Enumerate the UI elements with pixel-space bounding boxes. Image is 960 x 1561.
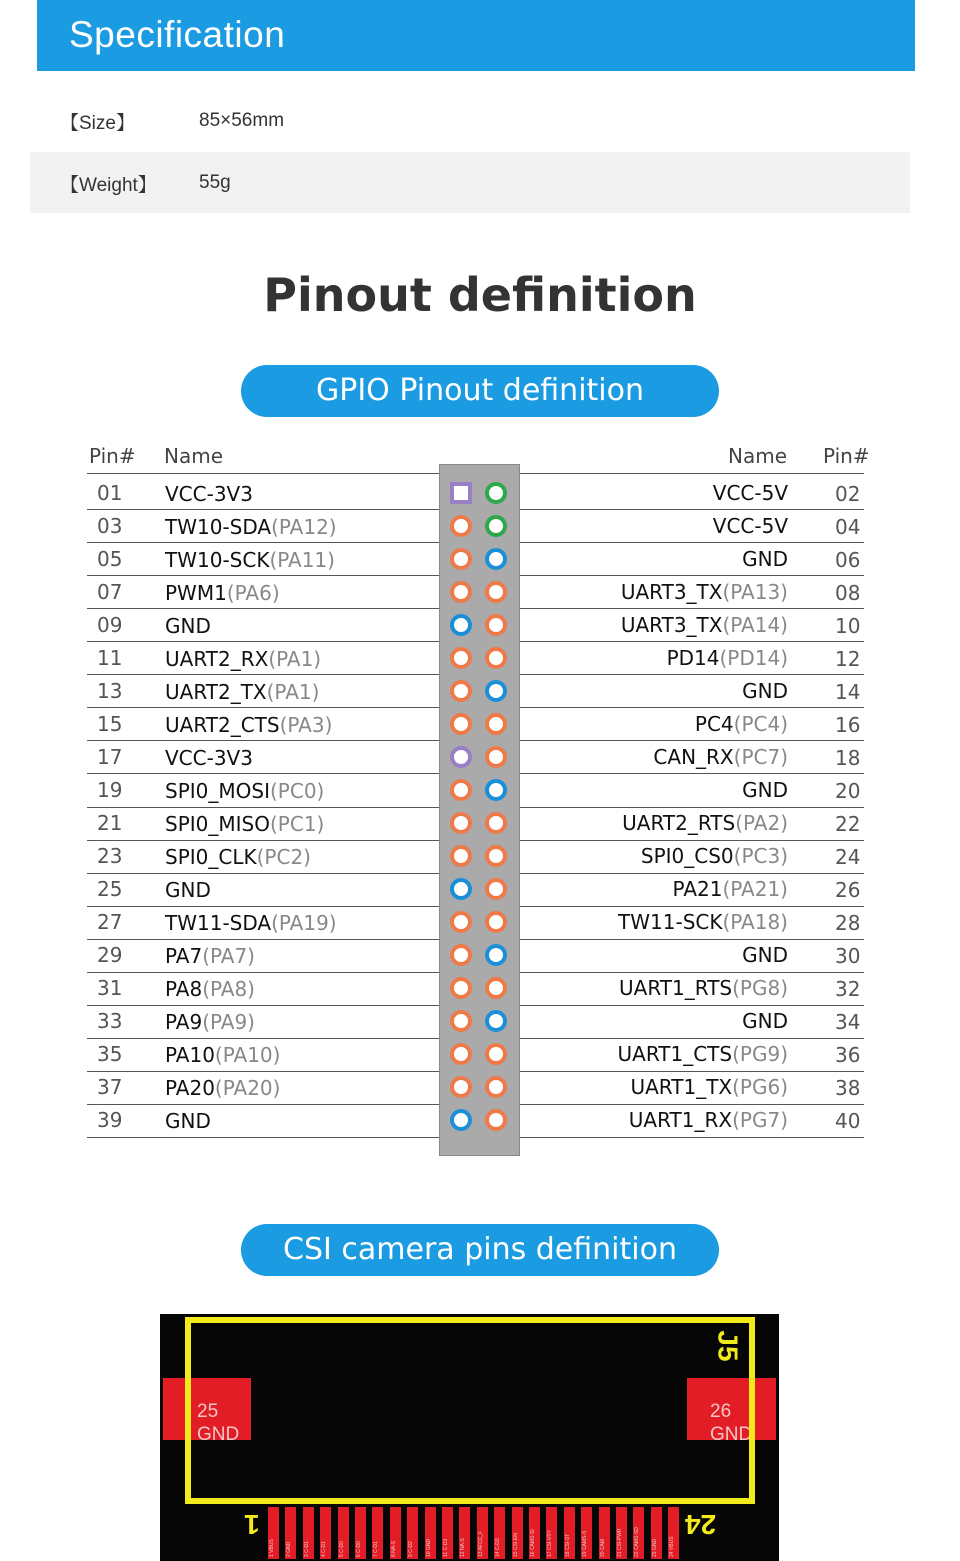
pin-number-right: 38 [835, 1076, 861, 1101]
csi-pin-label: 5 C-D0 [339, 1541, 345, 1557]
csi-pin-strip [338, 1507, 349, 1559]
row-divider-right [520, 807, 864, 808]
pin-name-right [667, 646, 788, 670]
csi-pin-label: 10 GND [426, 1538, 432, 1557]
row-divider-right [520, 1005, 864, 1006]
csi-pin-label: 3 C-D1 [304, 1541, 310, 1557]
pin-port-right: (PG6) [732, 1075, 788, 1100]
row-divider-left [87, 608, 439, 609]
pin-name-left [165, 548, 335, 572]
pin-function-left: GND [165, 878, 211, 903]
csi-pin-strip [390, 1507, 401, 1559]
pin-name-right [742, 1009, 788, 1033]
pin-function-right: GND [742, 777, 788, 802]
pin-name-right [713, 481, 788, 505]
pin-number-right: 16 [835, 712, 861, 737]
pin-number-left: 09 [97, 612, 123, 637]
csi-pin-label: 23 GND [652, 1538, 658, 1557]
csi-pin-label: 22 CAMS-SD [634, 1526, 640, 1557]
pin-number-right: 26 [835, 878, 861, 903]
pin-port-right: (PC4) [733, 711, 788, 736]
csi-pin-strip [668, 1507, 679, 1559]
pin-port-left: (PA20) [214, 1076, 281, 1101]
csi-pin-label: 4 C-D1 [321, 1541, 327, 1557]
row-divider-right [520, 906, 864, 907]
pin-function-left: SPI0_MISO [165, 812, 270, 837]
pin-name-left [165, 1010, 255, 1034]
pin-port-right: (PD14) [719, 645, 788, 670]
pin-name-left [165, 779, 324, 803]
pin-function-right: GND [742, 678, 788, 703]
csi-pin-strip [442, 1507, 453, 1559]
pin-dot-09 [450, 614, 472, 636]
pin-number-left: 15 [97, 711, 123, 736]
pinout-title: Pinout definition [263, 268, 697, 322]
pin-port-left: (PA19) [271, 911, 337, 936]
pin-function-left: SPI0_CLK [165, 845, 257, 870]
row-divider-right [520, 575, 864, 576]
pin-dot-26 [485, 878, 507, 900]
pin-port-right: (PA13) [722, 579, 788, 604]
csi-pin-label: 15 CSI-EN [513, 1533, 519, 1557]
pin-dot-18 [485, 746, 507, 768]
pin-last-label: 24 [685, 1509, 717, 1540]
spec-row-weight [30, 152, 910, 213]
row-divider-left [87, 939, 439, 940]
pin-function-right: VCC-5V [712, 480, 788, 505]
pin-number-right: 10 [835, 613, 861, 638]
pin-function-left: GND [165, 613, 211, 638]
pin-name-right [618, 910, 788, 934]
pin-name-left [165, 1076, 280, 1100]
pin-function-right: UART1_RTS [619, 976, 733, 1001]
csi-pin-strip [651, 1507, 662, 1559]
pin-number-left: 37 [97, 1075, 123, 1100]
pin-dot-16 [485, 713, 507, 735]
pin-port-left: (PA3) [279, 712, 333, 737]
csi-pin-strip [407, 1507, 418, 1559]
pin-port-right: (PA18) [722, 910, 788, 935]
pin-function-left: PA20 [165, 1076, 215, 1101]
pin-port-left: (PA7) [202, 944, 255, 969]
pin-name-right [630, 1075, 788, 1099]
pin-name-right [629, 1108, 788, 1132]
row-divider-left [87, 509, 439, 510]
row-divider-left [87, 674, 439, 675]
pin-name-left [165, 812, 324, 836]
pin-number-right: 22 [835, 812, 861, 837]
row-divider-right [520, 1104, 864, 1105]
pin-number-left: 03 [97, 513, 123, 538]
csi-pin-strip [268, 1507, 279, 1559]
pin-number-left: 01 [97, 480, 123, 505]
row-divider-left [87, 1104, 439, 1105]
csi-pin-strip [285, 1507, 296, 1559]
pin-dot-02 [485, 482, 507, 504]
pin-number-right: 12 [835, 646, 861, 671]
row-divider-left [87, 1137, 439, 1138]
header-pin-left: Pin# [89, 444, 136, 468]
row-divider-left [87, 1071, 439, 1072]
row-divider-right [520, 873, 864, 874]
pin-name-left [165, 680, 319, 704]
row-divider-right [520, 1038, 864, 1039]
row-divider-left [87, 906, 439, 907]
pin-name-right [641, 844, 788, 868]
pin-dot-04 [485, 515, 507, 537]
pin-number-right: 20 [835, 778, 861, 803]
row-divider-right [520, 1071, 864, 1072]
row-divider-left [87, 542, 439, 543]
pin-name-right [695, 712, 788, 736]
row-divider-left [87, 1005, 439, 1006]
pin-number-right: 04 [835, 514, 861, 539]
pin-number-left: 27 [97, 910, 123, 935]
csi-pin-label: 21 CSI-PWR [617, 1528, 623, 1557]
specification-title: Specification [69, 14, 286, 55]
pin-dot-05 [450, 548, 472, 570]
header-name-right: Name [728, 444, 788, 468]
pin-function-left: PA9 [165, 1010, 203, 1035]
pin-function-right: UART3_TX [620, 579, 723, 604]
pin-function-right: PA21 [672, 877, 723, 902]
row-divider-left [87, 972, 439, 973]
csi-pin-label: 6 C-D0 [356, 1541, 362, 1557]
pin-port-right: (PG7) [732, 1108, 788, 1133]
pin-port-right: (PA14) [722, 612, 788, 637]
csi-pin-strip [303, 1507, 314, 1559]
pin-dot-10 [485, 614, 507, 636]
csi-pin-label: 12 NA-S [460, 1538, 466, 1557]
row-divider-right [520, 509, 864, 510]
pin-port-right: (PC3) [733, 844, 788, 869]
pin-number-left: 31 [97, 976, 123, 1001]
csi-connector-pcb [160, 1314, 779, 1561]
row-divider-right [520, 972, 864, 973]
csi-pin-label: 14 C-D3 [495, 1538, 501, 1557]
row-divider-right [520, 707, 864, 708]
pin-function-right: GND [742, 1009, 788, 1034]
pin-number-left: 21 [97, 811, 123, 836]
csi-pin-strip [494, 1507, 505, 1559]
pad-left-number: 25 [197, 1401, 219, 1422]
pin-function-left: TW10-SDA [165, 514, 272, 539]
row-divider-right [520, 840, 864, 841]
row-divider-right [520, 939, 864, 940]
pin-number-left: 19 [97, 777, 123, 802]
pin-port-left: (PA11) [269, 547, 335, 572]
size-label: 【Size】 [60, 113, 135, 134]
pin-number-left: 05 [97, 546, 123, 571]
pin-function-right: GND [742, 943, 788, 968]
weight-label: 【Weight】 [60, 175, 157, 196]
row-divider-right [520, 641, 864, 642]
csi-pin-label: 11 C-D3 [443, 1538, 449, 1557]
pin-number-left: 35 [97, 1042, 123, 1067]
pin-function-right: SPI0_CS0 [640, 844, 734, 869]
pin-function-left: PA7 [165, 944, 203, 969]
pin-name-right [621, 580, 788, 604]
header-divider-right [520, 473, 864, 474]
pin-function-right: UART2_RTS [622, 811, 736, 836]
pad-right-label: GND [710, 1424, 753, 1445]
pad-right-number: 26 [710, 1401, 732, 1422]
pin-dot-27 [450, 911, 472, 933]
pin-name-right [742, 679, 788, 703]
spec-row-size [30, 90, 910, 151]
pin-number-right: 36 [835, 1043, 861, 1068]
pin-port-left: (PA8) [202, 977, 255, 1002]
pin-dot-03 [450, 515, 472, 537]
pin-dot-12 [485, 647, 507, 669]
pin-number-right: 28 [835, 911, 861, 936]
connector-label: J5 [712, 1330, 744, 1362]
row-divider-left [87, 641, 439, 642]
pin-name-right [742, 547, 788, 571]
csi-pin-strip [320, 1507, 331, 1559]
csi-pin-label: 20 CAM [600, 1538, 606, 1557]
pin-number-right: 40 [835, 1109, 861, 1134]
row-divider-left [87, 773, 439, 774]
pin-name-right [619, 976, 788, 1000]
pin-name-left [165, 977, 255, 1001]
pin-function-left: TW10-SCK [165, 547, 270, 572]
weight-value: 55g [199, 172, 231, 193]
pin-function-right: PD14 [666, 645, 720, 670]
pin-function-left: VCC-3V3 [165, 481, 253, 506]
pin-dot-20 [485, 779, 507, 801]
csi-pin-strip [512, 1507, 523, 1559]
pin-name-right [742, 778, 788, 802]
pin-dot-25 [450, 878, 472, 900]
csi-pin-strip [599, 1507, 610, 1559]
pin-dot-24 [485, 845, 507, 867]
pin-port-left: (PA6) [226, 580, 280, 605]
pin-function-left: UART2_TX [165, 679, 267, 704]
pin-function-left: UART2_CTS [165, 712, 280, 737]
pin-port-left: (PA9) [202, 1010, 255, 1035]
csi-pin-label: 8 NA-S [391, 1540, 397, 1557]
csi-pin-strip [616, 1507, 627, 1559]
row-divider-left [87, 1038, 439, 1039]
pad-left-label: GND [197, 1424, 240, 1445]
csi-pin-strip [459, 1507, 470, 1559]
row-divider-left [87, 807, 439, 808]
pin-function-right: GND [742, 546, 788, 571]
csi-pin-label: 19 CAMS-S [582, 1530, 588, 1557]
pin-dot-11 [450, 647, 472, 669]
pin-function-left: SPI0_MOSI [165, 778, 270, 803]
pin-port-right: (PA21) [722, 877, 788, 902]
csi-pin-label: 13 AFCC_F [478, 1530, 484, 1557]
pin-name-left [165, 1109, 211, 1133]
csi-section-title: CSI camera pins definition [241, 1224, 719, 1276]
pin-number-left: 07 [97, 579, 123, 604]
pin-name-left [165, 614, 211, 638]
pin-function-right: UART1_TX [630, 1075, 733, 1100]
row-divider-left [87, 740, 439, 741]
header-name-left: Name [164, 444, 224, 468]
pin-name-left [165, 878, 211, 902]
csi-pin-label: 2 GND [286, 1541, 292, 1557]
pin-function-right: CAN_RX [653, 744, 734, 769]
pin-number-right: 30 [835, 944, 861, 969]
pin-number-right: 08 [835, 580, 861, 605]
pin-dot-23 [450, 845, 472, 867]
pin-name-left [165, 911, 337, 935]
pin-function-right: PC4 [694, 711, 734, 736]
pin-port-left: (PC1) [269, 812, 325, 837]
row-divider-right [520, 608, 864, 609]
row-divider-right [520, 740, 864, 741]
pin-function-left: VCC-3V3 [165, 745, 253, 770]
pin-dot-28 [485, 911, 507, 933]
pin-first-label: 1 [244, 1509, 260, 1540]
pin-dot-14 [485, 680, 507, 702]
pin-name-left [165, 1043, 280, 1067]
pin-name-left [165, 746, 253, 770]
csi-pin-strip [633, 1507, 644, 1559]
csi-pin-label: 24 VBUS [669, 1536, 675, 1557]
pin-number-right: 18 [835, 745, 861, 770]
pin-dot-21 [450, 812, 472, 834]
csi-pin-label: 7 C-D1 [373, 1541, 379, 1557]
row-divider-right [520, 674, 864, 675]
size-value: 85×56mm [199, 110, 285, 131]
csi-pin-strip [372, 1507, 383, 1559]
pin-function-left: GND [165, 1109, 211, 1134]
pin-port-left: (PA12) [271, 514, 337, 539]
pin-port-right: (PC7) [733, 744, 788, 769]
pin-name-right [673, 877, 788, 901]
csi-pin-strip [529, 1507, 540, 1559]
pin-dot-07 [450, 581, 472, 603]
pin-port-right: (PG8) [732, 976, 788, 1001]
pin-number-right: 34 [835, 1010, 861, 1035]
pin-number-left: 17 [97, 744, 123, 769]
pin-name-left [165, 482, 253, 506]
pin-function-left: TW11-SDA [165, 911, 272, 936]
specification-banner [37, 0, 915, 71]
pin-dot-22 [485, 812, 507, 834]
pin-number-right: 02 [835, 481, 861, 506]
csi-pin-label: 16 CAMS-SI [530, 1529, 536, 1557]
pin-number-left: 29 [97, 943, 123, 968]
csi-pin-strip [564, 1507, 575, 1559]
pin-dot-17 [450, 746, 472, 768]
pin-function-left: PA8 [165, 977, 203, 1002]
pin-function-left: PA10 [165, 1043, 215, 1068]
pin-port-left: (PA1) [266, 679, 320, 704]
pin-port-right: (PG9) [732, 1042, 788, 1067]
row-divider-left [87, 840, 439, 841]
header-pin-right: Pin# [823, 444, 870, 468]
pin-port-left: (PA10) [214, 1043, 281, 1068]
pin-number-right: 24 [835, 845, 861, 870]
pin-number-left: 11 [97, 645, 123, 670]
pin-name-left [165, 713, 332, 737]
row-divider-right [520, 1137, 864, 1138]
pin-name-right [622, 811, 788, 835]
pin-number-left: 13 [97, 678, 123, 703]
row-divider-right [520, 542, 864, 543]
pin-number-left: 33 [97, 1009, 123, 1034]
pin-function-right: VCC-5V [712, 513, 788, 538]
pin-name-right [713, 514, 788, 538]
row-divider-right [520, 773, 864, 774]
pin-name-left [165, 581, 280, 605]
pin-function-right: UART1_RX [628, 1108, 733, 1133]
csi-pin-label: 1 VBUS [269, 1539, 275, 1557]
pin-number-left: 39 [97, 1108, 123, 1133]
pin-port-right: (PA2) [735, 811, 788, 836]
connector-outline [185, 1317, 755, 1504]
pin-function-right: UART1_CTS [617, 1042, 733, 1067]
csi-pin-strip [355, 1507, 366, 1559]
csi-pin-label: 9 C-D2 [408, 1541, 414, 1557]
pin-name-right [618, 1042, 788, 1066]
pin-dot-19 [450, 779, 472, 801]
gpio-section-title: GPIO Pinout definition [241, 365, 719, 417]
csi-pin-label: 17 CSI-VSY [547, 1530, 553, 1557]
csi-pin-strip [581, 1507, 592, 1559]
pin-function-left: UART2_RX [165, 646, 269, 671]
csi-pin-strip [546, 1507, 557, 1559]
pin-dot-01 [450, 482, 472, 504]
pin-function-left: PWM1 [165, 580, 227, 605]
pin-name-left [165, 647, 321, 671]
pin-dot-15 [450, 713, 472, 735]
pin-number-left: 23 [97, 844, 123, 869]
csi-pin-label: 18 CSI-ST [565, 1533, 571, 1557]
pin-name-right [621, 613, 788, 637]
pin-port-left: (PC0) [269, 778, 325, 803]
header-divider-left [87, 473, 439, 474]
csi-pin-strip [477, 1507, 488, 1559]
pin-name-right [653, 745, 788, 769]
pin-dot-06 [485, 548, 507, 570]
pin-port-left: (PC2) [256, 845, 311, 870]
pin-number-left: 25 [97, 877, 123, 902]
csi-pin-strip [425, 1507, 436, 1559]
row-divider-left [87, 873, 439, 874]
pin-name-left [165, 515, 337, 539]
pin-function-right: UART3_TX [620, 612, 723, 637]
pin-name-left [165, 944, 255, 968]
pin-port-left: (PA1) [268, 646, 322, 671]
row-divider-left [87, 707, 439, 708]
pin-dot-13 [450, 680, 472, 702]
pin-dot-08 [485, 581, 507, 603]
pin-name-right [742, 943, 788, 967]
pin-function-right: TW11-SCK [618, 910, 723, 935]
pin-number-right: 14 [835, 679, 861, 704]
pin-number-right: 06 [835, 547, 861, 572]
row-divider-left [87, 575, 439, 576]
pin-name-left [165, 845, 311, 869]
pin-number-right: 32 [835, 977, 861, 1002]
